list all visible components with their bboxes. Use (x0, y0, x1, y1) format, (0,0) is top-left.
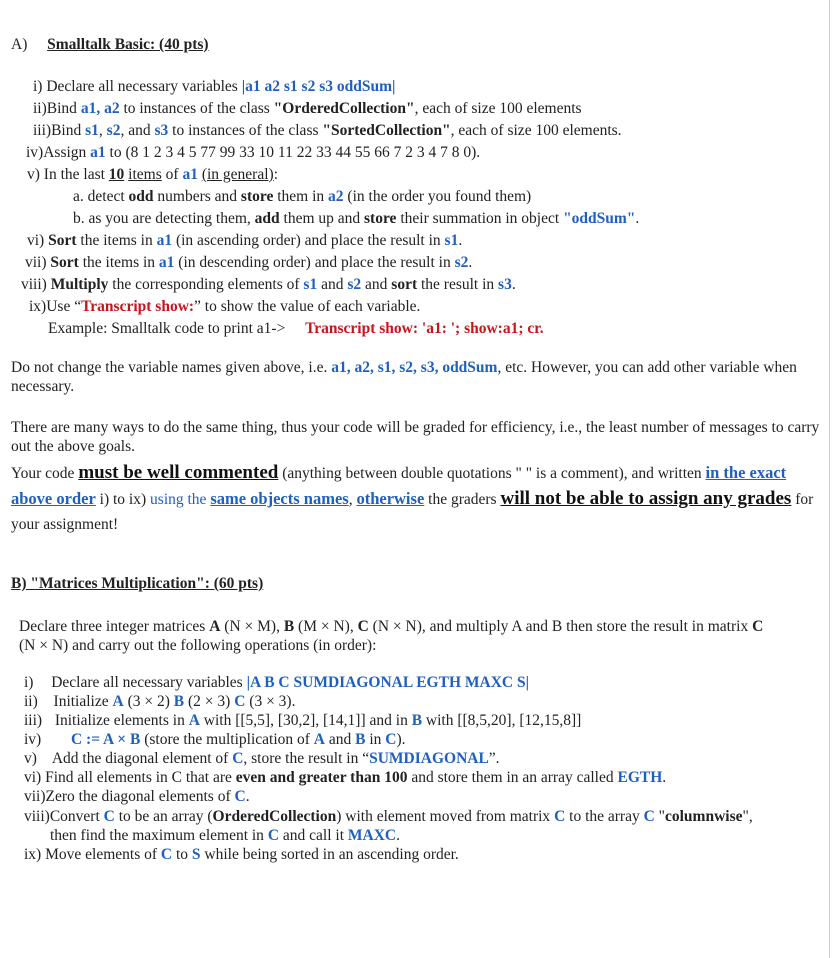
a-item-vii: vii) Sort the items in a1 (in descending order) and place the result in s2. (25, 254, 473, 271)
note-commenting: Your code must be well commented (anything between double quotations " " is a comment), and written in the exact above order i) to ix) using the same objects names, otherwise the graders will not be able to assign any grades for your assignment! (11, 462, 814, 533)
a-item-viii: viii) Multiply the corresponding elements of s1 and s2 and sort the result in s3. (21, 276, 516, 293)
note-efficiency: There are many ways to do the same thing, thus your code will be graded for efficiency, i.e., the least number of messages to carry out the above goals. (11, 419, 820, 455)
a-item-v-b: b. as you are detecting them, add them up and store their summation in object "oddSum". (73, 210, 640, 227)
page-edge-rule (829, 0, 830, 958)
b-item-iii: iii) Initialize elements in A with [[5,5], [30,2], [14,1]] and in B with [[8,5,20], [12,15,8]] (24, 712, 582, 729)
a-item-i: i) Declare all necessary variables |a1 a2 s1 s2 s3 oddSum| (33, 78, 396, 95)
section-b-title: B) "Matrices Multiplication": (60 pts) (11, 575, 264, 592)
a-item-ix: ix)Use “Transcript show:” to show the value of each variable. (29, 298, 421, 315)
a-item-v: v) In the last 10 items of a1 (in general): (27, 166, 278, 183)
note-variable-names: Do not change the variable names given above, i.e. a1, a2, s1, s2, s3, oddSum, etc. However, you can add other variable when necessary. (11, 359, 797, 395)
b-item-i: i) Declare all necessary variables |A B C SUMDIAGONAL EGTH MAXC S| (24, 674, 530, 691)
section-b-header (11, 575, 263, 593)
b-item-viii: viii)Convert C to be an array (OrderedCollection) with element moved from matrix C to the array C "columnwise", then find the maximum element in C and call it MAXC. (24, 808, 753, 844)
a-item-vi: vi) Sort the items in a1 (in ascending order) and place the result in s1. (27, 232, 463, 249)
a-item-iii: iii)Bind s1, s2, and s3 to instances of the class "SortedCollection", each of size 100 elements. (33, 122, 622, 139)
b-item-vii: vii)Zero the diagonal elements of C. (24, 788, 250, 805)
section-a-title: Smalltalk Basic: (40 pts) (47, 36, 209, 53)
b-item-vi: vi) Find all elements in C that are even and greater than 100 and store them in an array called EGTH. (24, 769, 667, 786)
section-a-header (11, 36, 209, 54)
a-item-iv: iv)Assign a1 to (8 1 2 3 4 5 77 99 33 10 11 22 33 44 55 66 7 2 3 4 7 8 0). (26, 144, 481, 161)
b-item-iv: iv) C := A × B (store the multiplication of A and B in C). (24, 731, 406, 748)
b-item-ix: ix) Move elements of C to S while being sorted in an ascending order. (24, 846, 459, 863)
a-item-v-a: a. detect odd numbers and store them in a2 (in the order you found them) (73, 188, 532, 205)
section-a-label: A) (11, 36, 28, 53)
section-b-intro: Declare three integer matrices A (N × M), B (M × N), C (N × N), and multiply A and B then store the result in matrix C (N × N) and carry out the following operations (in order): (19, 618, 764, 654)
a-item-ii: ii)Bind a1, a2 to instances of the class "OrderedCollection", each of size 100 elements (33, 100, 582, 117)
a-example-line: Example: Smalltalk code to print a1-> Transcript show: 'a1: '; show:a1; cr. (48, 320, 544, 337)
b-item-v: v) Add the diagonal element of C, store the result in “SUMDIAGONAL”. (24, 750, 500, 767)
b-item-ii: ii) Initialize A (3 × 2) B (2 × 3) C (3 × 3). (24, 693, 296, 710)
